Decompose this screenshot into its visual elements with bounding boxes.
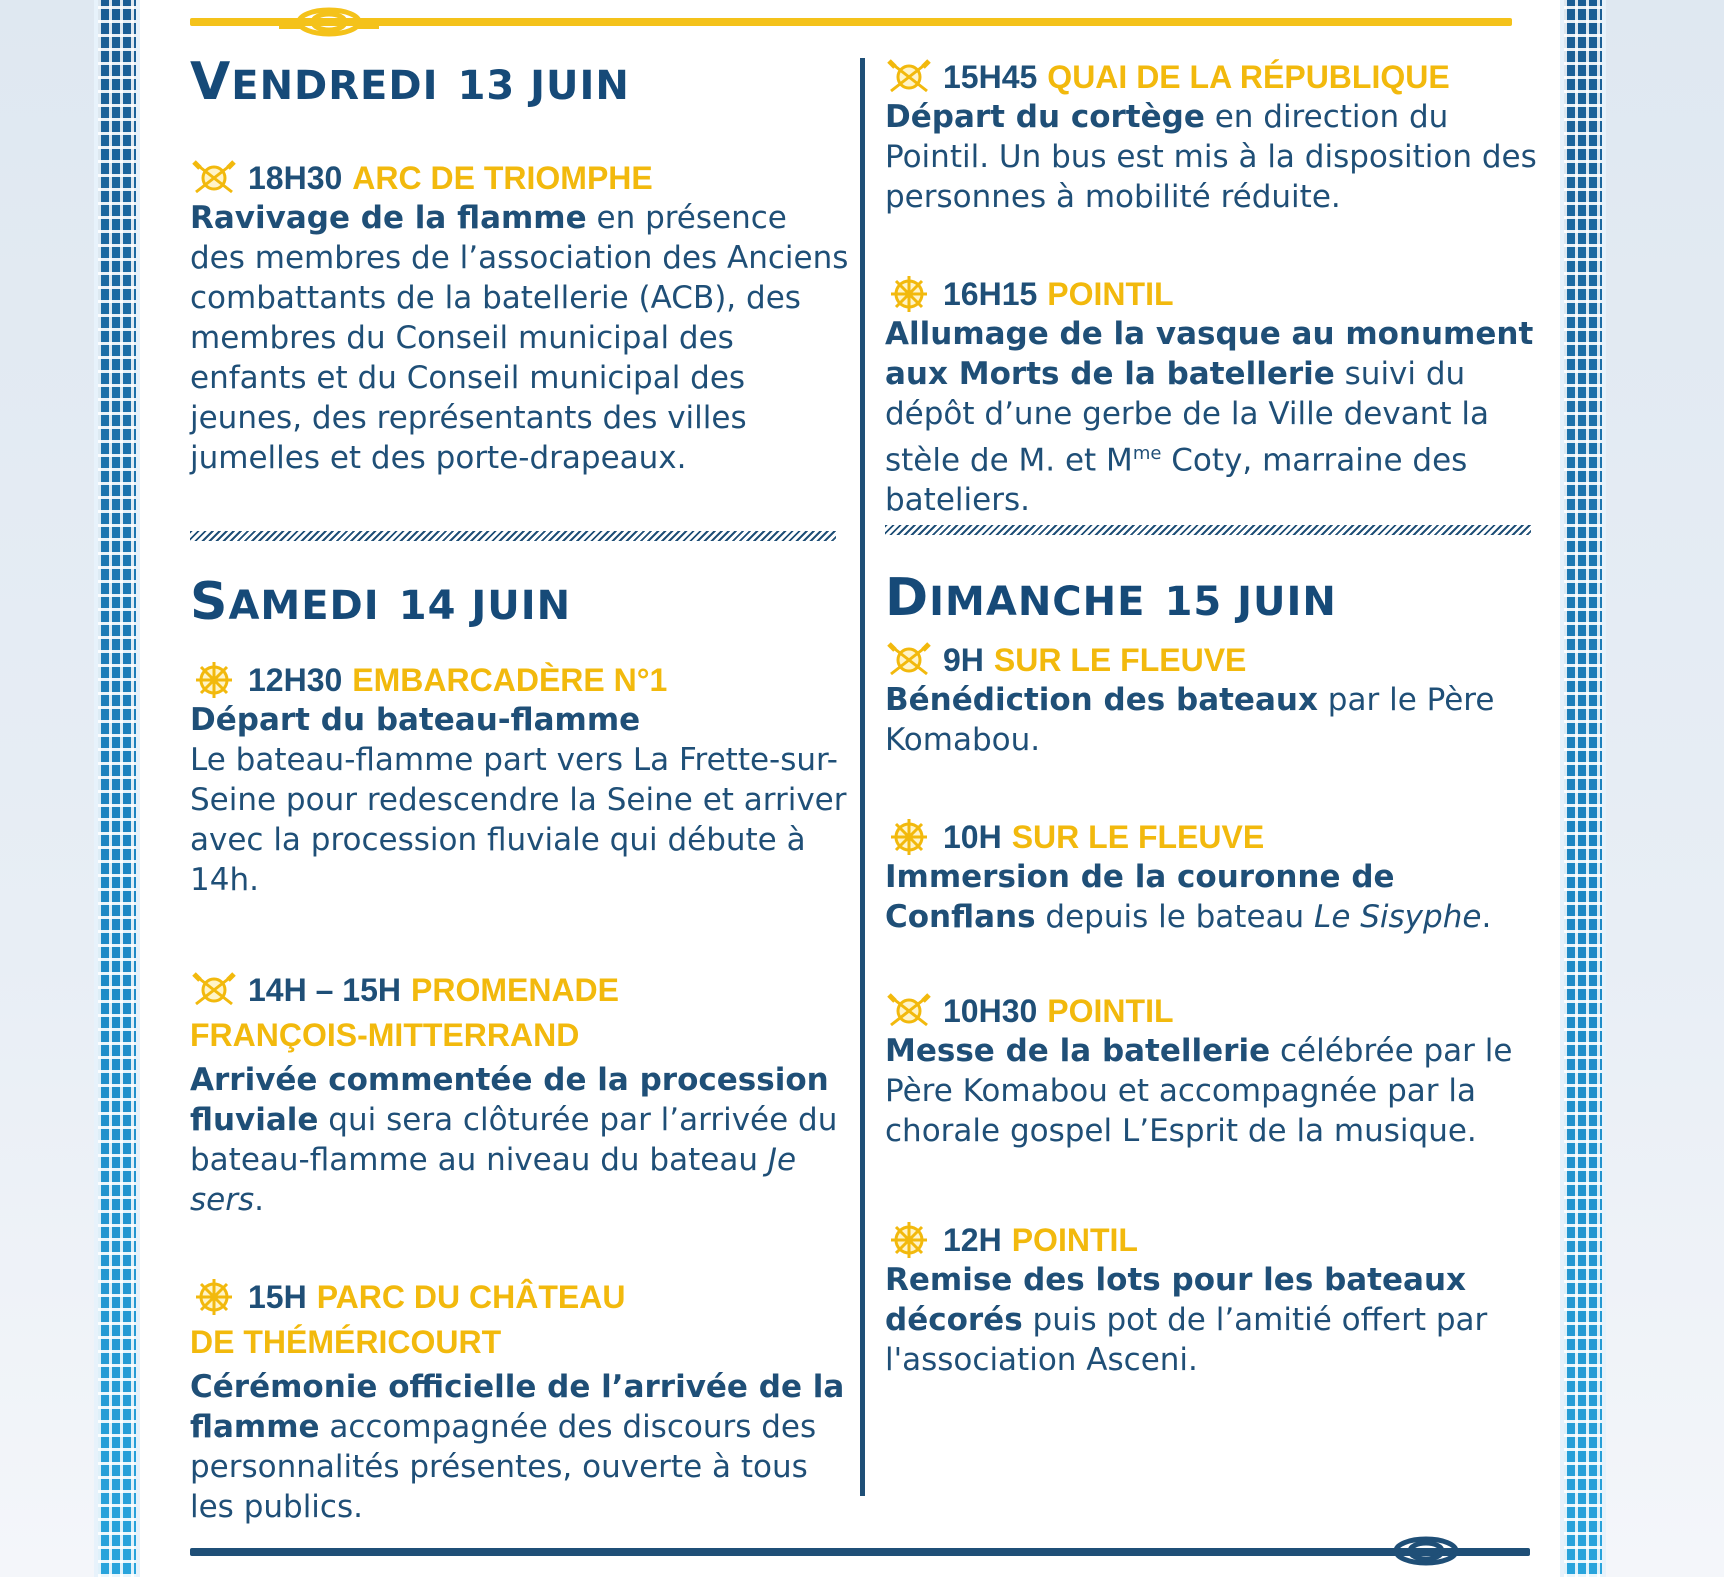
shield-axes-icon — [885, 57, 933, 97]
event-place-continued: FRANÇOIS-MITTERRAND — [190, 1017, 580, 1053]
ship-wheel-icon — [190, 660, 238, 700]
day-title-dimanche: DIMANCHE 15 JUIN — [885, 568, 1337, 628]
event-description: Remise des lots pour les bateaux décorés puis pot de l’amitié offert par l'association Asceni. — [885, 1262, 1488, 1378]
event-time: 14H – 15H — [248, 972, 401, 1008]
event-place: PROMENADE — [410, 972, 619, 1008]
shield-axes-icon — [190, 158, 238, 198]
event-time: 10H — [943, 819, 1002, 855]
event-samedi-14h — [190, 970, 850, 1220]
bottom-rule — [190, 1548, 1530, 1556]
hatched-separator — [885, 525, 1531, 535]
event-place: ARC DE TRIOMPHE — [352, 160, 653, 196]
event-description: Ravivage de la flamme en présence des membres de l’association des Anciens combattants de la batellerie (ACB), des membres du Conseil municipal des enfants et du Conseil municipal des jeunes, des représentants des villes jumelles et des porte-drapeaux. — [190, 200, 849, 476]
event-place: EMBARCADÈRE N°1 — [352, 662, 668, 698]
event-samedi-1230 — [190, 660, 850, 900]
hatched-separator — [190, 531, 836, 541]
decorative-border-right — [1560, 0, 1606, 1577]
top-rule — [190, 18, 1512, 26]
ship-wheel-icon — [885, 274, 933, 314]
event-dimanche-10h — [885, 817, 1545, 937]
event-place: QUAI DE LA RÉPUBLIQUE — [1047, 59, 1450, 95]
event-description: Immersion de la couronne de Conflans depuis le bateau Le Sisyphe. — [885, 859, 1492, 935]
event-vendredi-1830 — [190, 158, 850, 478]
day-title-vendredi: VENDREDI 13 JUIN — [190, 52, 630, 112]
event-vendredi-1615 — [885, 274, 1545, 520]
event-time: 10H30 — [943, 993, 1038, 1029]
event-description: Départ du bateau-flamme Le bateau-flamme part vers La Frette-sur-Seine pour redescendre la Seine et arriver avec la procession fluviale qui débute à 14h. — [190, 702, 847, 898]
event-time: 12H — [943, 1222, 1002, 1258]
event-dimanche-12h — [885, 1220, 1545, 1380]
day-title-samedi: SAMEDI 14 JUIN — [190, 572, 572, 632]
event-samedi-15h — [190, 1277, 850, 1527]
ship-wheel-icon — [190, 1277, 238, 1317]
event-time: 9H — [943, 642, 984, 678]
event-time: 12H30 — [248, 662, 343, 698]
event-vendredi-1545 — [885, 57, 1545, 217]
event-time: 15H45 — [943, 59, 1038, 95]
event-description: Bénédiction des bateaux par le Père Komabou. — [885, 682, 1495, 758]
event-dimanche-1030 — [885, 991, 1545, 1151]
event-dimanche-9h — [885, 640, 1545, 760]
shield-axes-icon — [190, 970, 238, 1010]
event-place-continued: DE THÉMÉRICOURT — [190, 1324, 502, 1360]
rope-knot-icon — [274, 4, 384, 38]
rope-knot-icon — [1366, 1533, 1486, 1569]
event-description: Départ du cortège en direction du Pointil. Un bus est mis à la disposition des personnes à mobilité réduite. — [885, 99, 1537, 215]
event-time: 16H15 — [943, 276, 1038, 312]
column-divider — [860, 58, 865, 1496]
shield-axes-icon — [885, 991, 933, 1031]
event-place: SUR LE FLEUVE — [1011, 819, 1265, 855]
event-place: SUR LE FLEUVE — [993, 642, 1247, 678]
event-place: PARC DU CHÂTEAU — [316, 1279, 626, 1315]
shield-axes-icon — [885, 640, 933, 680]
event-description: Messe de la batellerie célébrée par le Père Komabou et accompagnée par la chorale gospel L’Esprit de la musique. — [885, 1033, 1513, 1149]
decorative-border-left — [94, 0, 140, 1577]
event-place: POINTIL — [1011, 1222, 1138, 1258]
ship-wheel-icon — [885, 817, 933, 857]
event-description: Arrivée commentée de la procession fluviale qui sera clôturée par l’arrivée du bateau-flamme au niveau du bateau Je sers. — [190, 1062, 838, 1218]
event-time: 15H — [248, 1279, 307, 1315]
ship-wheel-icon — [885, 1220, 933, 1260]
event-time: 18H30 — [248, 160, 343, 196]
event-description: Allumage de la vasque au monument aux Morts de la batellerie suivi du dépôt d’une gerbe de la Ville devant la stèle de M. et $M^{me}$ Coty, marraine des bateliers. — [885, 316, 1534, 519]
event-place: POINTIL — [1047, 276, 1174, 312]
event-description: Cérémonie officielle de l’arrivée de la flamme accompagnée des discours des personnalités présentes, ouverte à tous les publics. — [190, 1369, 845, 1525]
event-place: POINTIL — [1047, 993, 1174, 1029]
